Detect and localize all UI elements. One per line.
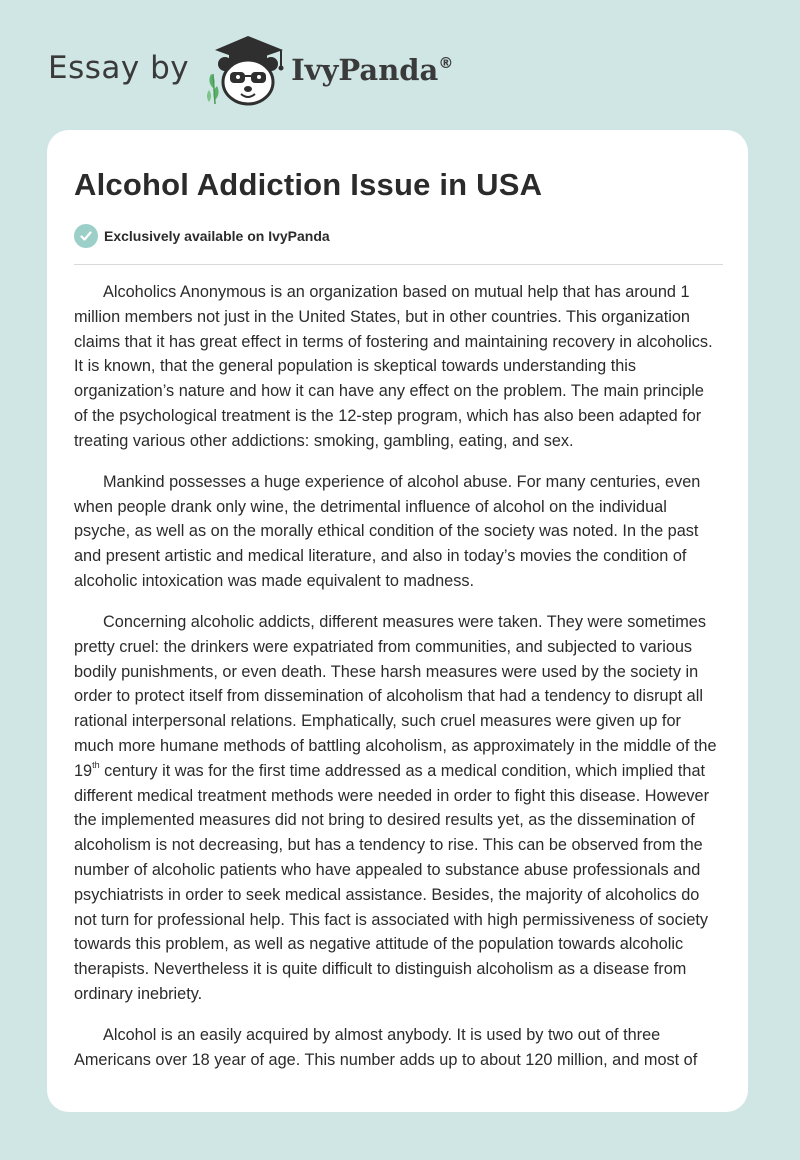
paragraph <box>74 610 722 1007</box>
page-title: Alcohol Addiction Issue in USA <box>74 167 543 202</box>
essay-card <box>47 130 748 1112</box>
exclusive-badge-label: Exclusively available on IvyPanda <box>104 228 330 244</box>
essay-by-label: Essay by <box>48 49 190 86</box>
paragraph: Alcohol is an easily acquired by almost anybody. It is used by two out of three Americans over 18 year of age. This number adds up to about 120 million, and most of <box>74 1025 698 1069</box>
site-header <box>48 28 453 108</box>
paragraph: Alcoholics Anonymous is an organization based on mutual help that has around 1 million members not just in the United States, but in other countries. This organization claims that it has great effect in terms of fostering and maintaining recovery in alcoholics. It is known, that the general population is skeptical towards understanding this organization’s nature and how it can have any effect on the problem. The main principle of the psychological treatment is the 12-step program, which has also been adapted for treating various other addictions: smoking, gambling, eating, and sex. <box>74 283 713 450</box>
divider <box>74 264 723 265</box>
exclusive-badge <box>74 223 722 249</box>
brand-name-text: IvyPanda <box>291 52 439 87</box>
ordinal-suffix: th <box>92 760 100 771</box>
brand-name[interactable] <box>291 52 454 87</box>
paragraph-text: century it was for the first time addressed as a medical condition, which implied that different medical treatment methods were needed in order to fight this disease. However the implemented measures did not bring to desired results yet, as the dissemination of alcoholism is not decreasing, but has a tendency to rise. This can be observed from the number of alcoholic patients who have appealed to substance abuse professionals and psychiatrists in order to seek medical assistance. Besides, the majority of alcoholics do not turn for professional help. This fact is associated with high permissiveness of society towards this problem, as well as negative attitude of the population towards alcoholic therapists. Nevertheless it is quite difficult to distinguish alcoholism as a disease from ordinary inebriety. <box>74 761 710 1003</box>
paragraph-text: Concerning alcoholic addicts, different measures were taken. They were sometimes pretty cruel: the drinkers were expatriated from communities, and subjected to various bodily punishments, or even death. These harsh measures were used by the society in order to protect itself from dissemination of alcoholism that had a tendency to disrupt all rational interpersonal relations. Emphatically, such cruel measures were given up for much more humane methods of battling alcoholism, as approximately in the middle of the 19 <box>74 612 717 780</box>
registered-mark: ® <box>438 53 454 72</box>
panda-graduate-icon[interactable] <box>203 28 289 108</box>
essay-body <box>74 280 722 1072</box>
paragraph: Mankind possesses a huge experience of alcohol abuse. For many centuries, even when people drank only wine, the detrimental influence of alcohol on the individual psyche, as well as on the morally ethical condition of the society was noted. In the past and present artistic and medical literature, and also in today’s movies the condition of alcoholic intoxication was made equivalent to madness. <box>74 472 701 590</box>
check-circle-icon <box>74 224 98 248</box>
